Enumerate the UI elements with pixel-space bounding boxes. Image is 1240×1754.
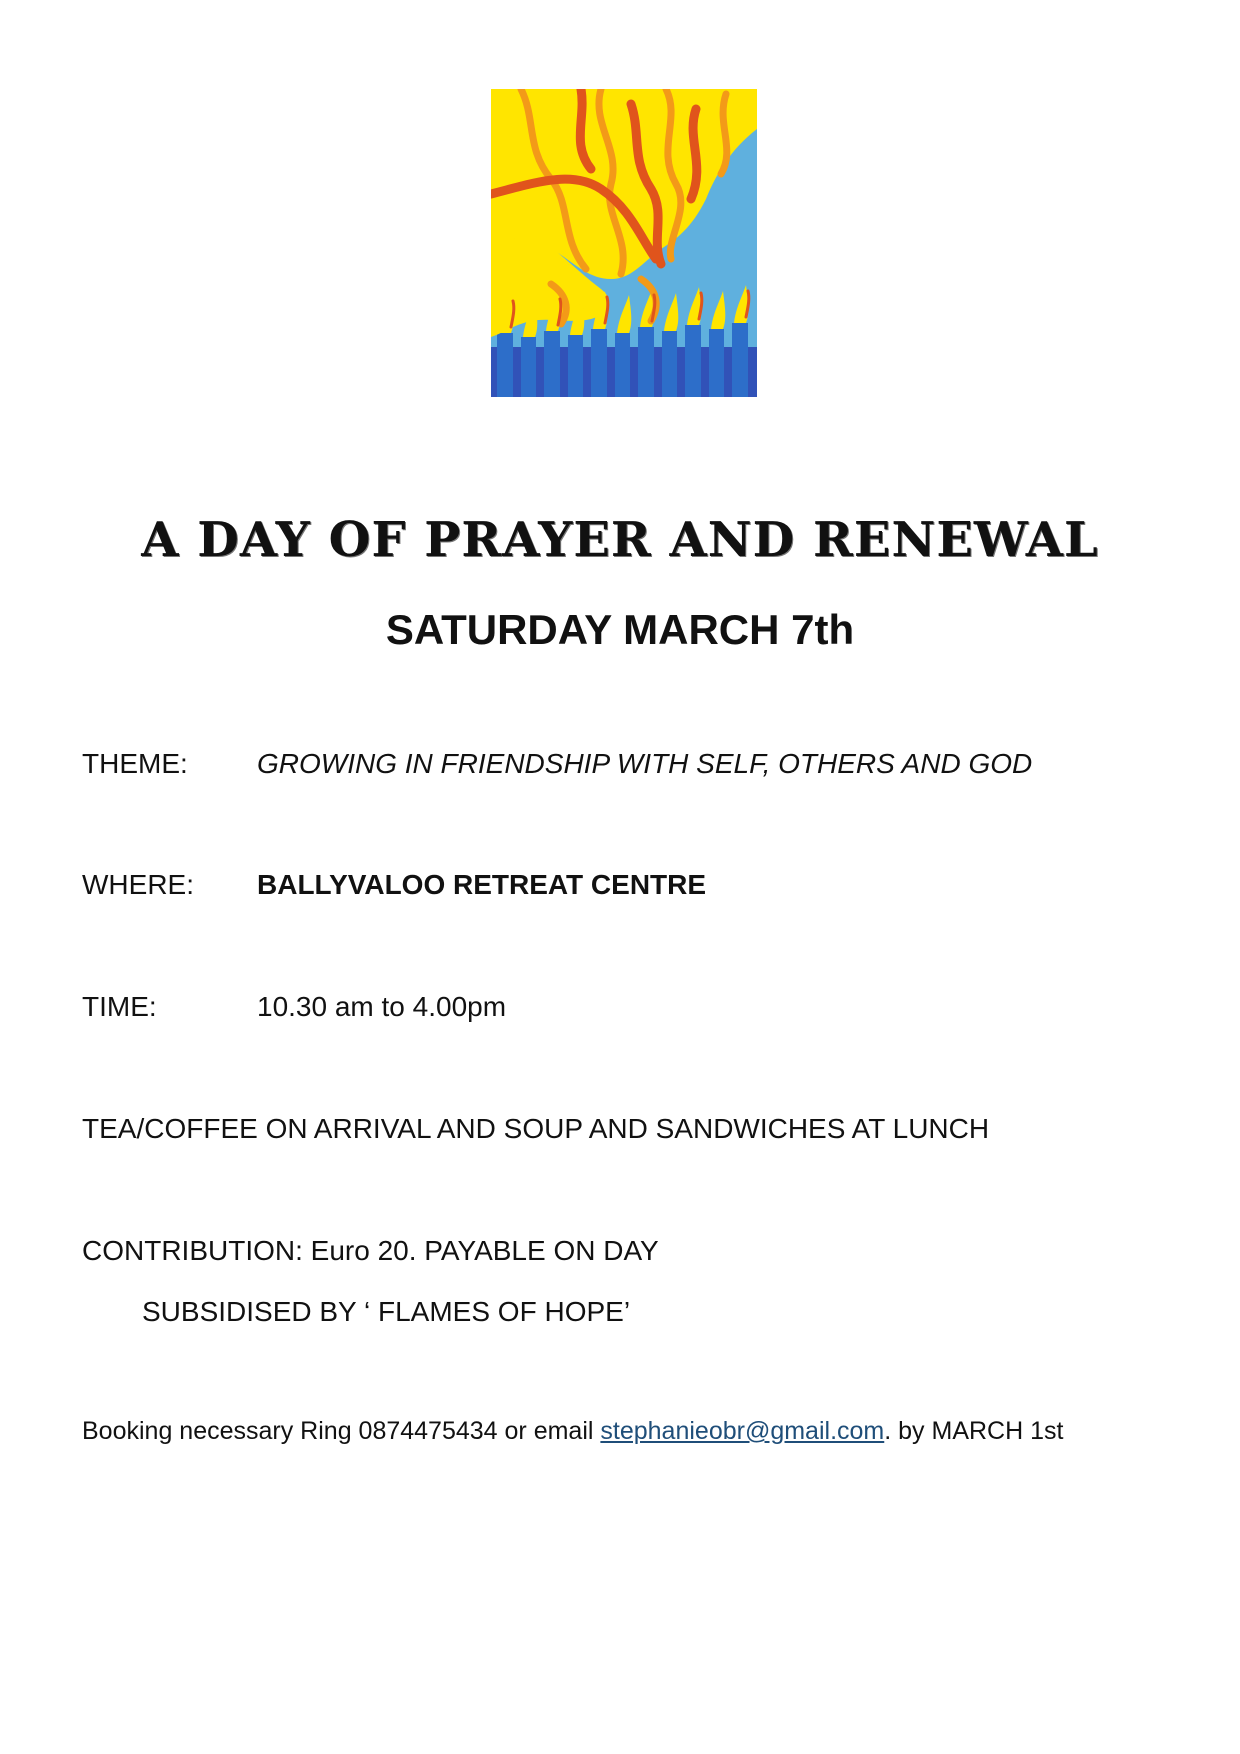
where-value: BALLYVALOO RETREAT CENTRE (257, 869, 707, 900)
theme-label: THEME: (82, 748, 188, 779)
contribution-info: CONTRIBUTION: Euro 20. PAYABLE ON DAY (82, 1235, 659, 1266)
flames-artwork (491, 89, 757, 397)
flames-painting-icon (491, 89, 757, 397)
catering-info: TEA/COFFEE ON ARRIVAL AND SOUP AND SANDWICHES AT LUNCH (82, 1113, 990, 1144)
booking-suffix: . by MARCH 1st (884, 1417, 1064, 1445)
where-row (82, 869, 706, 901)
subsidy-info: SUBSIDISED BY ‘ FLAMES OF HOPE’ (142, 1296, 631, 1327)
where-label: WHERE: (82, 869, 194, 900)
event-date: SATURDAY MARCH 7th (385, 606, 855, 653)
theme-value: GROWING IN FRIENDSHIP WITH SELF, OTHERS AND GOD (257, 748, 1033, 779)
email-link[interactable]: stephanieobr@gmail.com (600, 1417, 885, 1445)
booking-info (82, 1417, 1063, 1446)
time-row (82, 991, 506, 1023)
theme-row (82, 748, 1032, 780)
booking-prefix: Booking necessary Ring 0874475434 or email (82, 1417, 601, 1445)
time-value: 10.30 am to 4.00pm (257, 991, 507, 1022)
time-label: TIME: (82, 991, 157, 1022)
event-title: A DAY OF PRAYER AND RENEWAL (141, 512, 1099, 568)
